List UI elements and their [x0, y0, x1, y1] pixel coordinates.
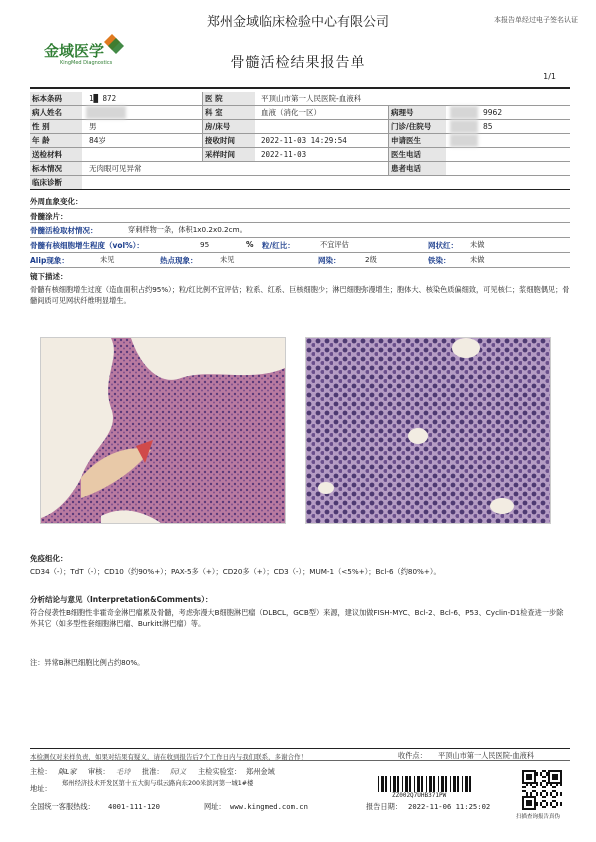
logo-subtext: KingMed Diagnostics — [60, 60, 113, 66]
info-row-3 — [30, 120, 570, 134]
patient-name-redacted — [86, 106, 126, 119]
collected-value: 2022-11-03 — [261, 150, 307, 159]
receiver-label: 收件点： — [398, 751, 427, 760]
footer-rule — [30, 760, 570, 761]
barcode-text: ZZ002Q7UHB371PW — [392, 792, 447, 799]
lab-label: 主检实验室： — [198, 767, 242, 776]
reticulin-label: 网染： — [318, 256, 341, 265]
condition-value: 无肉眼可见异常 — [89, 164, 142, 173]
iron-value: 未做 — [470, 255, 485, 264]
percent-sign: % — [246, 240, 254, 249]
specimen-barcode-value: 1█ 872 — [89, 94, 117, 103]
bed-label: 房/床号 — [203, 120, 255, 133]
micro-description: 骨髓有核细胞增生过度（造血面积占约95%）；粒/红比例不宜评估；粒系、红系、巨核细胞少；淋巴细胞弥漫增生；胞体大、核染色质偏细致，可见核仁；浆细胞偶见；骨髓间质可见网状纤维明显增生。 — [30, 285, 570, 305]
clinic-no-redacted — [450, 120, 478, 133]
alip-label: Alip现象： — [30, 256, 69, 265]
qr-caption: 扫描查询报告真伪 — [516, 814, 561, 820]
cellularity-label: 骨髓有核细胞增生程度（vol%）： — [30, 241, 144, 250]
address-value: 郑州经济技术开发区第十五大街与琪云路向东200米滨河第一城1#楼 — [62, 780, 254, 787]
info-row-5 — [30, 148, 570, 162]
report-time-label: 报告日期： — [366, 802, 402, 811]
lab-value: 郑州金域 — [246, 767, 275, 776]
inspector-signature: 陈L家 — [58, 767, 77, 776]
pathology-no-label: 病理号 — [389, 106, 446, 119]
clinic-no-label: 门诊/住院号 — [389, 120, 446, 133]
ihc-text: CD34（-）；TdT（-）；CD10（约90%+）；PAX-5多（+）；CD20多（+）；CD3（-）；MUM-1（<5%+）；Bcl-6（约80%+）。 — [30, 567, 441, 576]
reticulin-value: 2级 — [365, 255, 377, 264]
report-title: 骨髓活检结果报告单 — [230, 55, 366, 71]
micro-image-low-power — [40, 337, 286, 524]
website-value: www.kingmed.com.cn — [230, 802, 308, 811]
peripheral-label: 外周血象变化： — [30, 197, 83, 206]
sex-value: 男 — [89, 122, 97, 131]
hotline-label: 全国统一客服热线： — [30, 802, 95, 811]
header-rule — [30, 87, 570, 89]
requester-redacted — [450, 134, 478, 147]
patient-name-label: 病人姓名 — [30, 106, 82, 119]
sample-label: 送检材料 — [30, 148, 82, 161]
interpretation-text: 符合侵袭性B细胞性非霍奇金淋巴瘤累及骨髓，考虑弥漫大B细胞淋巴瘤（DLBCL，GCB型）来源，建议加做FISH-MYC、Bcl-2、Bcl-6、P53、Cyclin-D1检查进一步除外其它（如多型性套细胞淋巴瘤、Burkitt淋巴瘤）等。 — [30, 608, 564, 628]
logo-text: 金域医学 — [44, 42, 105, 60]
receiver-value: 平顶山市第一人民医院-血液科 — [438, 751, 535, 760]
website-label: 网址： — [204, 802, 226, 811]
hotline-value: 4001-111-120 — [108, 802, 160, 811]
hotspot-label: 热点现象： — [160, 256, 198, 265]
certified-note: 本报告单经过电子签名认证 — [494, 16, 578, 24]
interpretation-label: 分析结论与意见（Interpretation&Comments）： — [30, 595, 213, 604]
pathology-no-redacted — [450, 106, 478, 119]
ratio-value: 不宜评估 — [320, 240, 349, 249]
interpretation-note: 注：异常B淋巴细胞比例占约80%。 — [30, 658, 145, 667]
hotspot-value: 未见 — [220, 255, 235, 264]
biopsy-label: 骨髓活检取材情况： — [30, 226, 98, 235]
reviewer-signature: 毛诗 — [116, 767, 131, 776]
info-row-6 — [30, 162, 570, 176]
reticular-label: 网状红： — [428, 241, 458, 250]
page-number: 1/1 — [543, 72, 556, 81]
micro-image-high-power — [305, 337, 551, 524]
micro-label: 镜下描述： — [30, 272, 68, 281]
smear-label: 骨髓涂片： — [30, 212, 68, 221]
condition-label: 标本情况 — [30, 162, 82, 175]
alip-value: 未见 — [100, 255, 115, 264]
footer-top-rule — [30, 748, 570, 749]
report-barcode — [378, 776, 473, 792]
doctor-phone-label: 医生电话 — [389, 148, 446, 161]
department-value: 血液（消化一区） — [261, 108, 321, 117]
approver-label: 批准： — [142, 767, 164, 776]
info-row-2 — [30, 106, 570, 120]
report-time-value: 2022-11-06 11:25:02 — [408, 802, 491, 811]
patient-phone-label: 患者电话 — [389, 162, 446, 175]
approver-signature: 阮l义 — [170, 767, 187, 776]
department-label: 科 室 — [203, 106, 255, 119]
address-label: 地址： — [30, 784, 52, 793]
verification-qr-code — [522, 770, 562, 810]
received-label: 接收时间 — [203, 134, 255, 147]
age-label: 年 龄 — [30, 134, 82, 147]
hospital-label: 医 院 — [203, 92, 255, 105]
cellularity-value: 95 — [200, 240, 210, 249]
inspector-label: 主检： — [30, 767, 52, 776]
organization-name: 郑州金域临床检验中心有限公司 — [206, 15, 389, 30]
diagnosis-label: 临床诊断 — [30, 176, 82, 189]
ihc-label: 免疫组化： — [30, 554, 68, 563]
specimen-barcode-label: 标本条码 — [30, 92, 82, 105]
ratio-label: 粒/红比： — [262, 241, 295, 250]
info-row-7 — [30, 176, 570, 190]
pathology-no-value: 9962 — [483, 108, 503, 117]
info-row-4 — [30, 134, 570, 148]
hospital-value: 平顶山市第一人民医院-血液科 — [261, 94, 362, 103]
requester-label: 申请医生 — [389, 134, 446, 147]
received-value: 2022-11-03 14:29:54 — [261, 136, 347, 145]
footer-disclaimer: 本检测仅对来样负责，如果对结果有疑义，请在收到报告后7个工作日内与我们联系，多谢合作！ — [30, 753, 308, 761]
collected-label: 采样时间 — [203, 148, 255, 161]
reticular-value: 未做 — [470, 240, 485, 249]
biopsy-value: 穿刺样物一条，体积1x0.2x0.2cm。 — [128, 225, 247, 234]
info-row-1 — [30, 92, 570, 106]
clinic-no-value: 85 — [483, 122, 493, 131]
sex-label: 性 别 — [30, 120, 82, 133]
age-value: 84岁 — [89, 136, 107, 145]
reviewer-label: 审核： — [88, 767, 110, 776]
iron-label: 铁染： — [428, 256, 451, 265]
